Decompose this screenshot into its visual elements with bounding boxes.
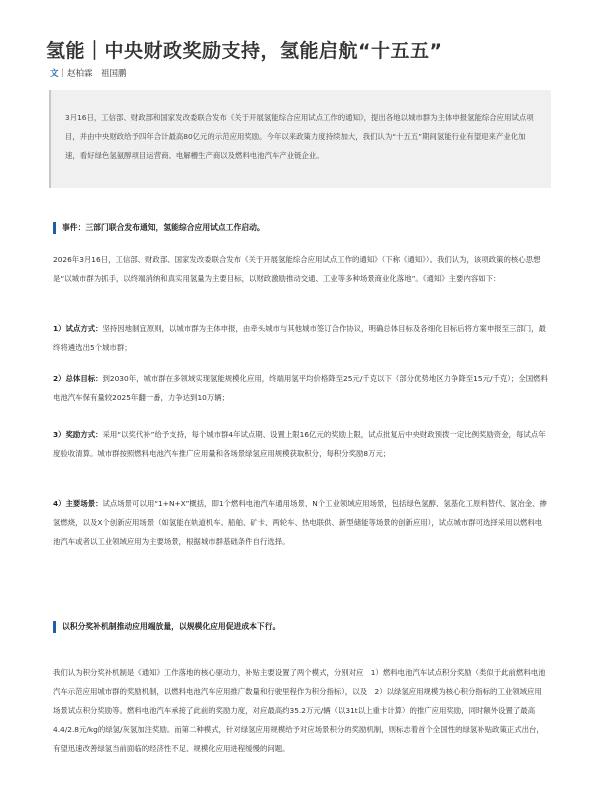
list-item-label: 4）主要场景： <box>53 499 103 508</box>
list-item-label: 2）总体目标： <box>53 374 103 383</box>
list-item-text: 试点场景可以用“1+N+X”概括，即1个燃料电池汽车通用场景、N个工业领域应用场景，包括绿色氢醇、氢基化工原料替代、氢冶金、掺氢燃烧，以及X个创新应用场景（如氢能在轨道机车、船舶、矿卡、两轮车、热电联供、新型储能等场景的创新应用），试点城市群可选择采用以燃料电池汽车或者以工业领域应用为主要场景，根据城市群基础条件自行选择。 <box>53 499 547 546</box>
article-title: 氢能｜中央财政奖励支持，氢能启航“十五五” <box>46 40 443 62</box>
list-item-text: 到2030年，城市群在多领域实现氢能规模化应用，终端用氢平均价格降至25元/千克以下（部分优势地区力争降至15元/千克）；全国燃料电池汽车保有量较2025年翻一番，力争达到10万辆； <box>53 374 548 402</box>
author-line <box>50 67 127 79</box>
summary-text: 3月16日，工信部、财政部和国家发改委联合发布《关于开展氢能综合应用试点工作的通知》，提出各地以城市群为主体申报氢能综合应用试点项目，并由中央财政给予四年合计最高80亿元的示范应用奖励。今年以来政策力度持续加大，我们认为“十五五”期间氢能行业有望迎来产业化加速，看好绿色氢氨醇项目运营商、电解槽生产商以及燃料电池汽车产业链企业。 <box>65 113 534 160</box>
author-prefix: 文 <box>50 69 59 79</box>
summary-box <box>49 90 551 188</box>
list-item-main-scenarios <box>53 494 549 551</box>
list-item-label: 3）奖励方式： <box>53 430 103 439</box>
list-item-text: 采用“以奖代补”给予支持，每个城市群4年试点期、设置上限16亿元的奖励上限，试点批复后中央财政预拨一定比例奖励资金，每试点年度验收清算。城市群按照燃料电池汽车推广应用量和各场景绿氢应用规模获取积分，每积分奖励8万元； <box>53 430 546 458</box>
credit-mechanism-paragraph: 我们认为积分奖补机制是《通知》工作落地的核心驱动力，补贴主要设置了两个模式，分别对应 1）燃料电池汽车试点积分奖励（类似于此前燃料电池汽车示范应用城市群的奖励机制，以燃料电池汽车应用推广数量和行驶里程作为积分指标），以及 2）以绿氢应用规模为核心积分指标的工业领域应用场景试点积分奖励等。燃料电池汽车承接了此前的奖励力度，对应最高约35.2万元/辆（以31t以上重卡计算）的推广应用奖励，同时额外设置了最高4.4/2.8元/kg的绿氢/灰氢加注奖励。而第二种模式，针对绿氢应用规模给予对应场景积分的奖励机制，则标志着首个全国性的绿氢补贴政策正式出台，有望迅速改善绿氢当前面临的经济性不足、规模化应用进程缓慢的问题。 <box>53 668 546 753</box>
section-heading-event: 事件：三部门联合发布通知，氢能综合应用试点工作启动。 <box>53 222 265 234</box>
author-names: ｜赵柏霖 祖国鹏 <box>58 69 127 79</box>
list-item-trial-mode <box>53 319 549 357</box>
list-item-reward-method <box>53 425 549 463</box>
section-heading-credit-mechanism: 以积分奖补机制推动应用端放量，以规模化应用促进成本下行。 <box>53 621 280 633</box>
list-item-text: 坚持因地制宜原则，以城市群为主体申报，由牵头城市与其他城市签订合作协议，明确总体目标及各细化目标后将方案申报至三部门，最终将遴选出5个城市群； <box>53 324 546 352</box>
list-item-label: 1）试点方式： <box>53 324 103 333</box>
list-item-overall-goal <box>53 369 549 407</box>
event-intro-paragraph: 2026年3月16日，工信部、财政部、国家发改委联合发布《关于开展氢能综合应用试点工作的通知》（下称《通知》）。我们认为，该项政策的核心思想是“以城市群为抓手，以终端消纳和真实用氢量为主要目标，以财政激励推动交通、工业等多种场景商业化落地”。《通知》主要内容如下： <box>53 255 541 283</box>
